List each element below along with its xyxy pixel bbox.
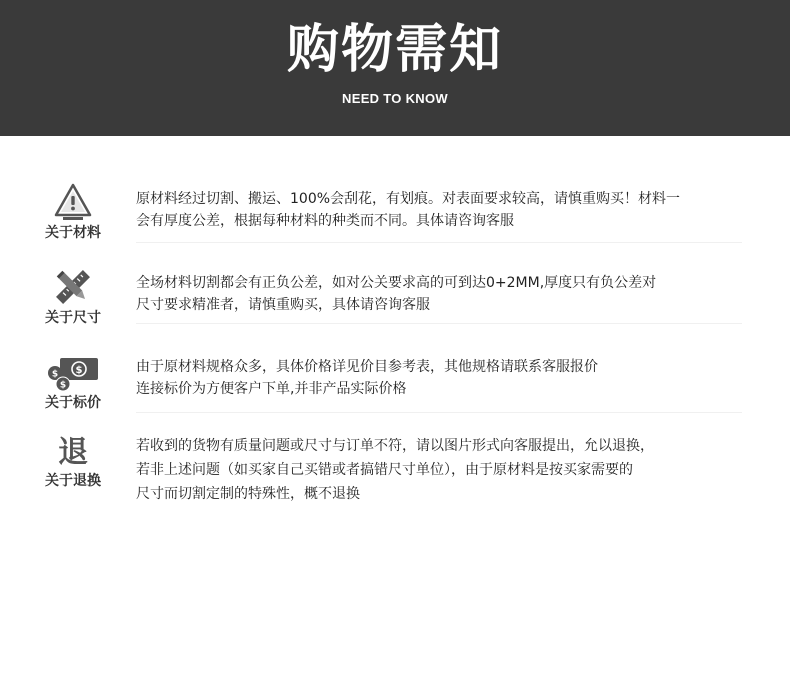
header-banner [0, 0, 790, 136]
text-line: 原材料经过切割、搬运、100%会刮花，有划痕。对表面要求较高，请慎重购买！材料一 [136, 191, 681, 207]
ruler-pencil-icon [53, 267, 93, 307]
section-returns-text [136, 434, 756, 506]
section-size-icon-box [40, 267, 106, 327]
divider [136, 323, 742, 324]
warning-triangle-icon [53, 182, 93, 222]
divider [136, 242, 742, 243]
page-title: 购物需知 [286, 20, 503, 80]
text-line: 全场材料切割都会有正负公差，如对公关要求高的可到达0+2MM,厚度只有负公差对 [136, 275, 657, 291]
section-price-icon-box [40, 356, 106, 412]
section-size-text [136, 272, 756, 316]
section-price-text [136, 356, 756, 400]
svg-text:$: $ [51, 369, 59, 380]
text-line: 尺寸要求精准者，请慎重购买，具体请咨询客服 [136, 297, 430, 313]
svg-text:$: $ [75, 365, 83, 376]
text-line: 尺寸而切割定制的特殊性，概不退换 [136, 486, 360, 502]
text-line: 由于原材料规格众多，具体价格详见价目参考表，其他规格请联系客服报价 [136, 359, 598, 375]
section-materials-text [136, 188, 756, 232]
section-materials-label: 关于材料 [45, 225, 101, 241]
page-subtitle: NEED TO KNOW [342, 91, 448, 106]
text-line: 会有厚度公差，根据每种材料的种类而不同。具体请咨询客服 [136, 213, 514, 229]
section-returns-icon-box [40, 436, 106, 490]
section-returns-label: 关于退换 [45, 473, 101, 489]
svg-text:$: $ [59, 380, 67, 391]
section-materials-icon-box [40, 182, 106, 242]
section-price-label: 关于标价 [45, 395, 101, 411]
money-icon [46, 356, 100, 392]
text-line: 连接标价为方便客户下单,并非产品实际价格 [136, 381, 407, 397]
divider [136, 412, 742, 413]
section-size-label: 关于尺寸 [45, 310, 101, 326]
text-line: 若非上述问题（如买家自己买错或者搞错尺寸单位），由于原材料是按买家需要的 [136, 462, 633, 478]
return-glyph-icon: 退 [58, 435, 88, 470]
text-line: 若收到的货物有质量问题或尺寸与订单不符，请以图片形式向客服提出，允以退换， [136, 438, 654, 454]
